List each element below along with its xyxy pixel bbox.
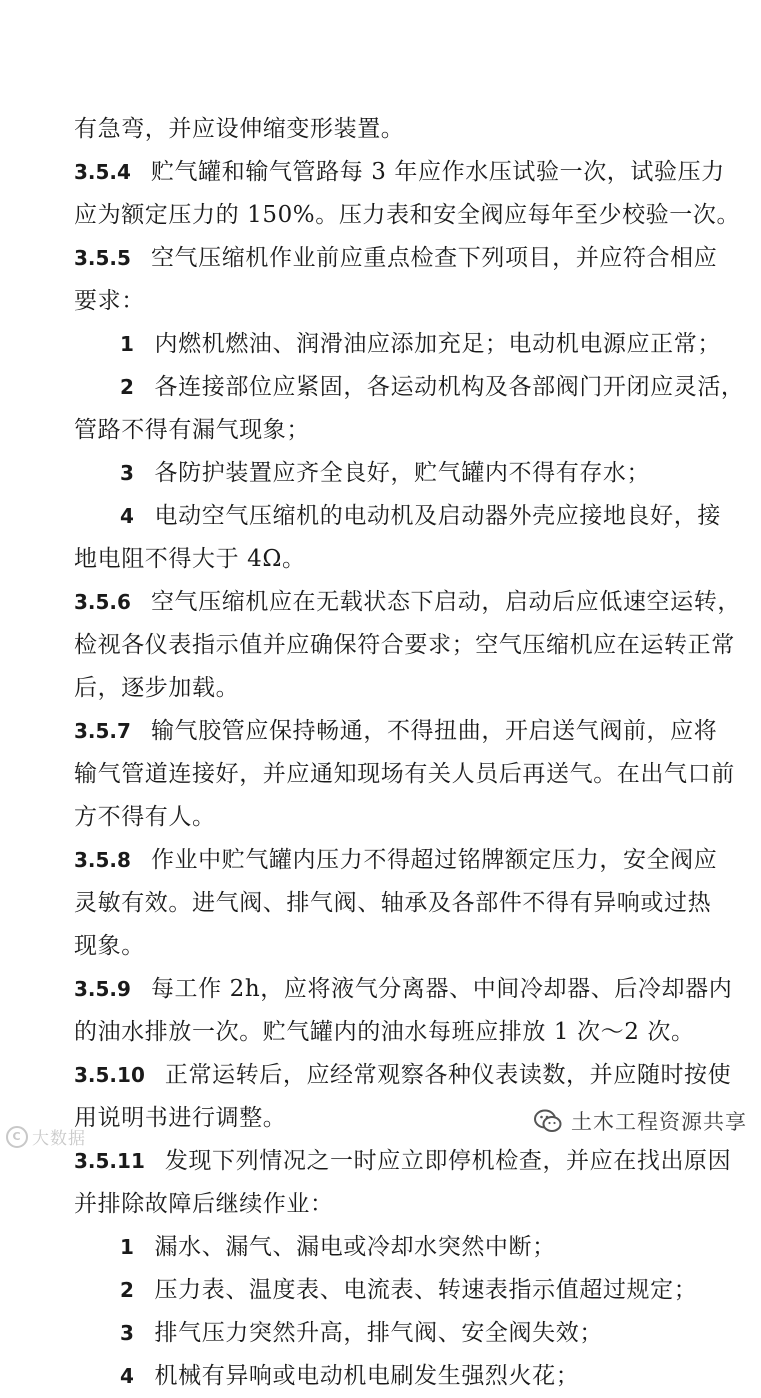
line-text: 机械有异响或电动机电刷发生强烈火花；: [154, 1363, 580, 1389]
clause-line: [74, 1054, 732, 1097]
text-line: [74, 108, 694, 151]
watermark-left: [6, 1124, 86, 1149]
line-text: 的油水排放一次。贮气罐内的油水每班应排放 1 次～2 次。: [74, 1019, 695, 1045]
line-text: 漏水、漏气、漏电或冷却水突然中断；: [154, 1234, 556, 1260]
line-text: 正常运转后，应经常观察各种仪表读数，并应随时按使: [164, 1062, 732, 1088]
line-text: 管路不得有漏气现象；: [74, 417, 310, 443]
clause-line: [74, 151, 725, 194]
text-line: [74, 1011, 694, 1054]
item-number: 3: [120, 461, 135, 485]
item-number: 4: [120, 504, 135, 528]
text-line: [74, 624, 735, 667]
text-line: [74, 194, 741, 237]
line-text: 空气压缩机作业前应重点检查下列项目，并应符合相应: [150, 245, 718, 271]
clause-line: [74, 237, 718, 280]
line-text: 各连接部位应紧固，各运动机构及各部阀门开闭应灵活，: [154, 374, 745, 400]
line-text: 要求：: [74, 288, 145, 314]
clause-number: 3.5.8: [74, 848, 131, 872]
line-text: 方不得有人。: [74, 804, 216, 830]
line-text: 用说明书进行调整。: [74, 1105, 287, 1131]
document-body: [74, 108, 745, 1398]
line-text: 每工作 2h，应将液气分离器、中间冷却器、后冷却器内: [150, 976, 733, 1002]
wechat-icon: [533, 1108, 563, 1134]
line-text: 空气压缩机应在无载状态下启动，启动后应低速空运转，: [150, 589, 741, 615]
list-item-line: [74, 452, 694, 495]
clause-line: [74, 581, 741, 624]
clause-number: 3.5.11: [74, 1149, 145, 1173]
line-text: 输气管道连接好，并应通知现场有关人员后再送气。在出气口前: [74, 761, 735, 787]
text-line: [74, 667, 694, 710]
item-number: 1: [120, 1235, 135, 1259]
item-number: 2: [120, 375, 135, 399]
list-item-line: [74, 1269, 698, 1312]
line-text: 应为额定压力的 150%。压力表和安全阀应每年至少校验一次。: [74, 202, 741, 228]
clause-number: 3.5.4: [74, 160, 131, 184]
list-item-line: [74, 495, 721, 538]
line-text: 现象。: [74, 933, 145, 959]
clause-number: 3.5.5: [74, 246, 131, 270]
text-line: [74, 280, 694, 323]
line-text: 灵敏有效。进气阀、排气阀、轴承及各部件不得有异响或过热: [74, 890, 712, 916]
clause-number: 3.5.6: [74, 590, 131, 614]
line-text: 发现下列情况之一时应立即停机检查，并应在找出原因: [164, 1148, 732, 1174]
item-number: 1: [120, 332, 135, 356]
text-line: [74, 1183, 694, 1226]
item-number: 3: [120, 1321, 135, 1345]
item-number: 2: [120, 1278, 135, 1302]
text-line: [74, 796, 694, 839]
line-text: 地电阻不得大于 4Ω。: [74, 546, 306, 572]
line-text: 各防护装置应齐全良好，贮气罐内不得有存水；: [154, 460, 651, 486]
watermark-left-text: 大数据: [32, 1129, 86, 1149]
line-text: 贮气罐和输气管路每 3 年应作水压试验一次，试验压力: [150, 159, 725, 185]
clause-line: [74, 968, 733, 1011]
line-text: 检视各仪表指示值并应确保符合要求；空气压缩机应在运转正常: [74, 632, 735, 658]
clause-number: 3.5.10: [74, 1063, 145, 1087]
clause-line: [74, 710, 718, 753]
clause-number: 3.5.9: [74, 977, 131, 1001]
list-item-line: [74, 1355, 694, 1398]
watermark-right: [533, 1106, 747, 1136]
text-line: [74, 882, 712, 925]
text-line: [74, 538, 694, 581]
item-number: 4: [120, 1364, 135, 1388]
list-item-line: [74, 323, 721, 366]
line-text: 有急弯，并应设伸缩变形装置。: [74, 116, 405, 142]
text-line: [74, 925, 694, 968]
list-item-line: [74, 1226, 694, 1269]
clause-line: [74, 1140, 732, 1183]
line-text: 电动空气压缩机的电动机及启动器外壳应接地良好，接: [154, 503, 721, 529]
line-text: 压力表、温度表、电流表、转速表指示值超过规定；: [154, 1277, 698, 1303]
line-text: 作业中贮气罐内压力不得超过铭牌额定压力，安全阀应: [150, 847, 718, 873]
clause-number: 3.5.7: [74, 719, 131, 743]
text-line: [74, 409, 694, 452]
text-line: [74, 753, 735, 796]
line-text: 内燃机燃油、润滑油应添加充足；电动机电源应正常；: [154, 331, 721, 357]
list-item-line: [74, 366, 745, 409]
list-item-line: [74, 1312, 694, 1355]
watermark-right-text: 土木工程资源共享: [571, 1110, 747, 1134]
line-text: 后，逐步加载。: [74, 675, 240, 701]
line-text: 排气压力突然升高，排气阀、安全阀失效；: [154, 1320, 603, 1346]
line-text: 输气胶管应保持畅通，不得扭曲，开启送气阀前，应将: [150, 718, 718, 744]
clause-line: [74, 839, 718, 882]
copyright-icon: C: [6, 1126, 28, 1148]
line-text: 并排除故障后继续作业：: [74, 1191, 334, 1217]
